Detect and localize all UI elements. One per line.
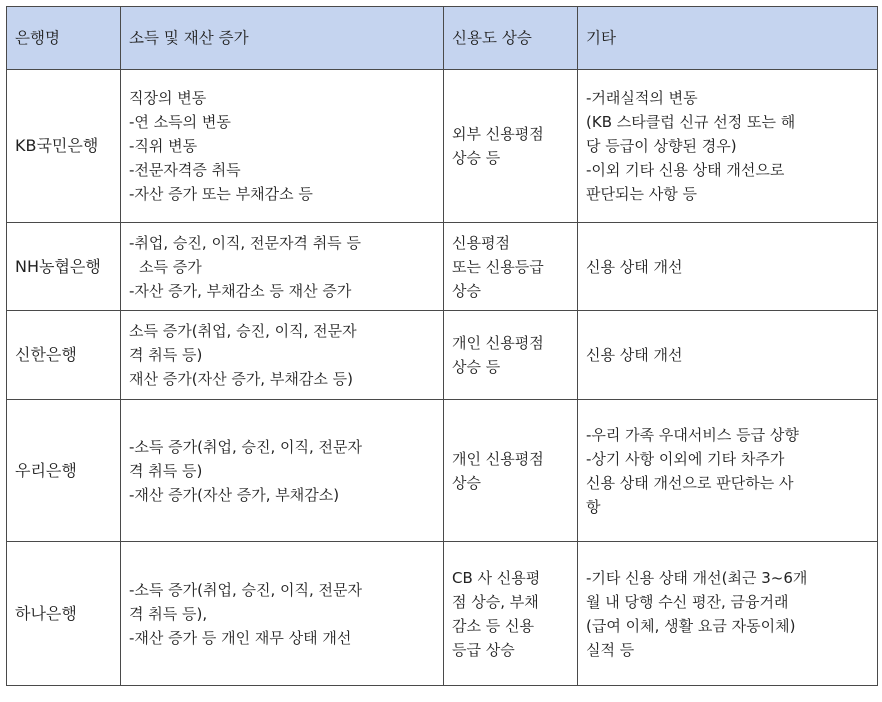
cell-line: 신용평점 [452, 233, 510, 252]
cell-line: -전문자격증 취득 [129, 161, 241, 179]
cell-line: -재산 증가 등 개인 재무 상태 개선 [129, 628, 352, 647]
cell-line: 신용 상태 개선으로 판단하는 사 [586, 473, 794, 492]
header-other: 기타 [578, 7, 878, 70]
table-row [7, 70, 878, 223]
cell-line: 상승 [452, 281, 481, 300]
cell-line: -자산 증가 또는 부채감소 등 [129, 185, 313, 203]
cell-line: 점 상승, 부채 [452, 592, 539, 611]
header-income: 소득 및 재산 증가 [121, 7, 444, 70]
income-cell [121, 400, 444, 542]
other-cell [578, 70, 878, 223]
cell-line: -기타 신용 상태 개선(최근 3~6개 [586, 568, 808, 587]
cell-line: 등급 상승 [452, 640, 515, 659]
cell-line: -자산 증가, 부채감소 등 재산 증가 [129, 281, 352, 300]
cell-line: 소득 증가(취업, 승진, 이직, 전문자 [129, 322, 357, 340]
income-cell [121, 311, 444, 400]
cell-line: 직장의 변동 [129, 89, 207, 107]
credit-cell [444, 311, 578, 400]
table-row [7, 223, 878, 311]
cell-line: 신용 상태 개선 [586, 346, 683, 364]
other-cell [578, 400, 878, 542]
cell-line: 월 내 당행 수신 평잔, 금융거래 [586, 592, 789, 611]
table-header-row [7, 7, 878, 70]
cell-line: 격 취득 등) [129, 461, 203, 480]
table-row [7, 542, 878, 686]
cell-line: -소득 증가(취업, 승진, 이직, 전문자 [129, 580, 363, 599]
income-cell [121, 70, 444, 223]
bank-name: KB국민은행 [7, 70, 121, 223]
cell-line: -소득 증가(취업, 승진, 이직, 전문자 [129, 437, 363, 456]
cell-line: -거래실적의 변동 [586, 89, 698, 107]
other-cell [578, 542, 878, 686]
cell-line: 개인 신용평점 [452, 449, 544, 468]
cell-line: 감소 등 신용 [452, 616, 534, 635]
cell-line: 소득 증가 [139, 257, 202, 276]
cell-line: 재산 증가(자산 증가, 부채감소 등) [129, 370, 353, 388]
cell-line: (KB 스타클럽 신규 선정 또는 해 [586, 113, 796, 131]
cell-line: 상승 등 [452, 149, 501, 167]
cell-line: (급여 이체, 생활 요금 자동이체) [586, 616, 796, 635]
cell-line: 항 [586, 497, 601, 516]
credit-cell [444, 70, 578, 223]
credit-cell [444, 223, 578, 311]
cell-line: 당 등급이 상향된 경우) [586, 137, 737, 155]
cell-line: -상기 사항 이외에 기타 차주가 [586, 449, 785, 468]
other-cell [578, 311, 878, 400]
cell-line: 신용 상태 개선 [586, 257, 683, 276]
bank-criteria-table [6, 6, 878, 686]
bank-name: NH농협은행 [7, 223, 121, 311]
cell-line: 격 취득 등) [129, 346, 203, 364]
bank-name: 하나은행 [7, 542, 121, 686]
cell-line: -재산 증가(자산 증가, 부채감소) [129, 485, 340, 504]
header-bank: 은행명 [7, 7, 121, 70]
cell-line: 외부 신용평점 [452, 125, 544, 143]
other-cell [578, 223, 878, 311]
credit-cell [444, 400, 578, 542]
cell-line: 실적 등 [586, 640, 635, 659]
credit-cell [444, 542, 578, 686]
cell-line: 또는 신용등급 [452, 257, 544, 276]
table-row [7, 400, 878, 542]
cell-line: 격 취득 등), [129, 604, 208, 623]
cell-line: CB 사 신용평 [452, 568, 541, 587]
cell-line: 상승 [452, 473, 481, 492]
table-row [7, 311, 878, 400]
cell-line: -이외 기타 신용 상태 개선으로 [586, 161, 785, 179]
bank-name: 신한은행 [7, 311, 121, 400]
bank-name: 우리은행 [7, 400, 121, 542]
cell-line: -우리 가족 우대서비스 등급 상향 [586, 425, 799, 444]
cell-line: 판단되는 사항 등 [586, 185, 697, 203]
cell-line: -연 소득의 변동 [129, 113, 231, 131]
header-credit: 신용도 상승 [444, 7, 578, 70]
cell-line: -직위 변동 [129, 137, 198, 155]
table-container [6, 6, 878, 686]
cell-line: 개인 신용평점 [452, 334, 544, 352]
income-cell [121, 223, 444, 311]
cell-line: 상승 등 [452, 358, 501, 376]
cell-line: -취업, 승진, 이직, 전문자격 취득 등 [129, 233, 361, 252]
income-cell [121, 542, 444, 686]
